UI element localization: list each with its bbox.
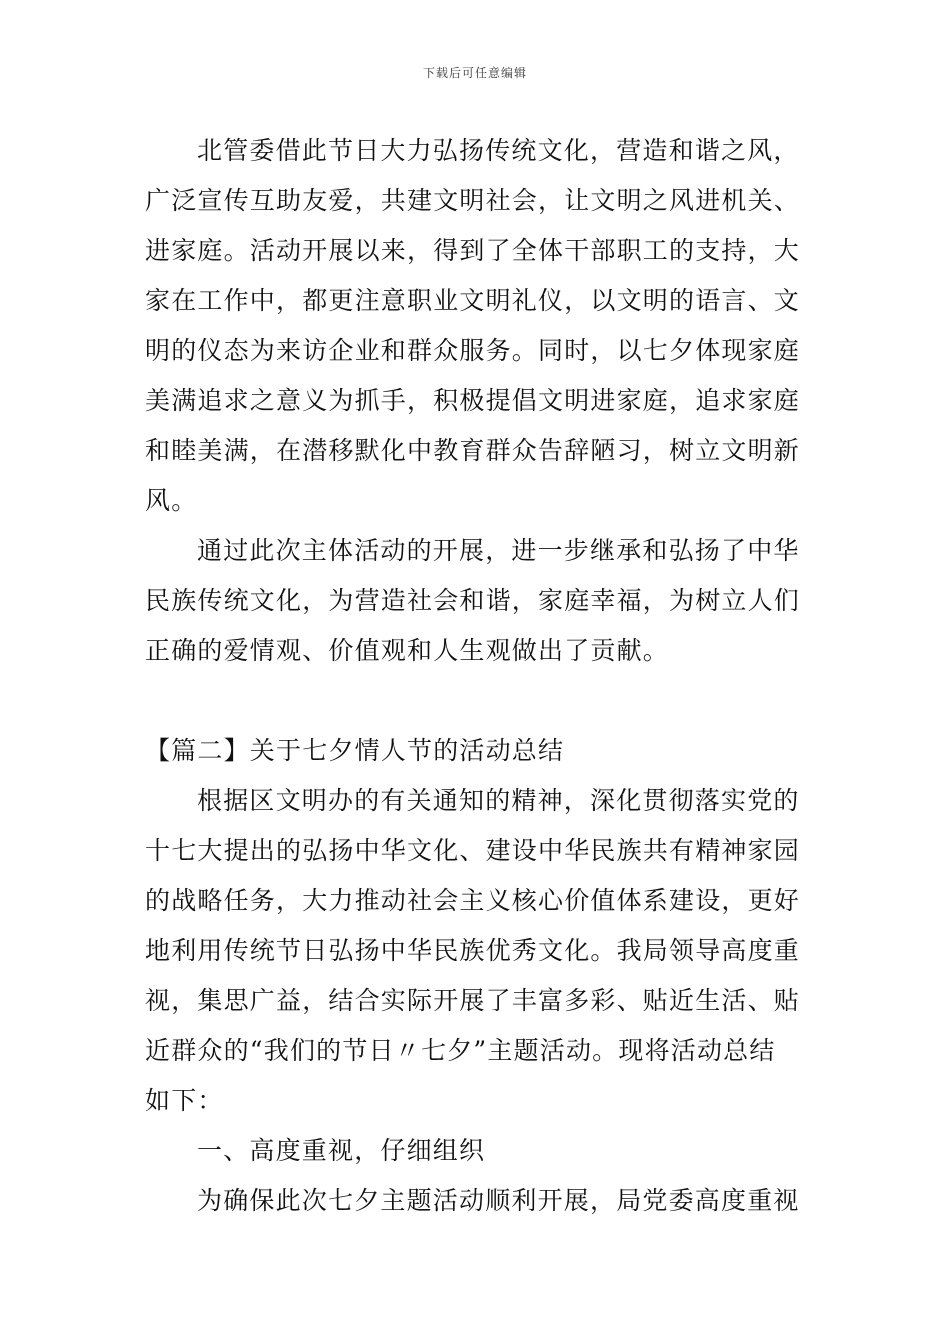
header-note: 下载后可任意编辑: [422, 66, 527, 80]
paragraph-3-line: 视，集思广益，结合实际开展了丰富多彩、贴近生活、贴: [145, 986, 801, 1015]
paragraph-1-line: 北管委借此节日大力弘扬传统文化，营造和谐之风，: [197, 136, 800, 165]
paragraph-1-line: 家在工作中，都更注意职业文明礼仪，以文明的语言、文: [145, 286, 801, 315]
paragraph-2-line: 正确的爱情观、价值观和人生观做出了贡献。: [145, 636, 670, 665]
subheading: 一、高度重视，仔细组织: [197, 1136, 486, 1165]
paragraph-3-line: 近群众的“我们的节日〃七夕”主题活动。现将活动总结: [145, 1036, 776, 1065]
paragraph-2-line: 通过此次主体活动的开展，进一步继承和弘扬了中华: [197, 536, 800, 565]
paragraph-3-line: 根据区文明办的有关通知的精神，深化贯彻落实党的: [197, 786, 800, 815]
body-text: [145, 126, 807, 1226]
paragraph-1-line: 明的仪态为来访企业和群众服务。同时，以七夕体现家庭: [145, 336, 801, 365]
paragraph-3-line: 地利用传统节日弘扬中华民族优秀文化。我局领导高度重: [145, 936, 801, 965]
paragraph-3-line: 的战略任务，大力推动社会主义核心价值体系建设，更好: [145, 886, 801, 915]
paragraph-1-line: 风。: [145, 486, 198, 515]
paragraph-1-line: 进家庭。活动开展以来，得到了全体干部职工的支持，大: [145, 236, 801, 265]
paragraph-4-line: 为确保此次七夕主题活动顺利开展，局党委高度重视: [197, 1186, 800, 1215]
paragraph-3-line: 十七大提出的弘扬中华文化、建设中华民族共有精神家园: [145, 836, 801, 865]
paragraph-1-line: 美满追求之意义为抓手，积极提倡文明进家庭，追求家庭: [145, 386, 801, 415]
section-title: 【篇二】关于七夕情人节的活动总结: [145, 736, 565, 765]
paragraph-1-line: 和睦美满，在潜移默化中教育群众告辞陋习，树立文明新: [145, 436, 801, 465]
paragraph-2-line: 民族传统文化，为营造社会和谐，家庭幸福，为树立人们: [145, 586, 801, 615]
paragraph-1-line: 广泛宣传互助友爱，共建文明社会，让文明之风进机关、: [145, 186, 801, 215]
paragraph-3-line: 如下：: [145, 1086, 224, 1115]
blank-line: [145, 676, 807, 726]
